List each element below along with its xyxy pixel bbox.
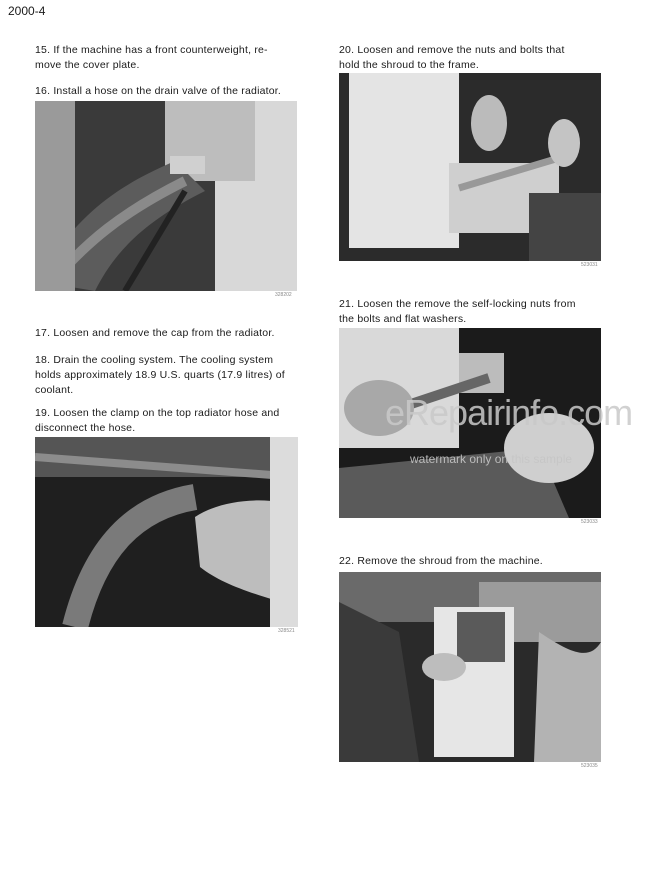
step-19-text: 19. Loosen the clamp on the top radiator hose and disconnect the hose. bbox=[35, 407, 280, 434]
photo-shroud-removal bbox=[339, 572, 601, 762]
photo-22-code: 523035 bbox=[581, 763, 598, 769]
photo-shroud-frame-bolts bbox=[339, 73, 601, 261]
photo-20-code: 523031 bbox=[581, 262, 598, 268]
step-22-text: 22. Remove the shroud from the machine. bbox=[339, 555, 543, 567]
page-number: 2000-4 bbox=[8, 4, 46, 18]
step-20-text: 20. Loosen and remove the nuts and bolts that hold the shroud to the frame. bbox=[339, 44, 565, 71]
photo-19-code: 328521 bbox=[278, 628, 295, 634]
step-18-text: 18. Drain the cooling system. The cooling system holds approximately 18.9 U.S. quarts (17.9 litres) of coolant. bbox=[35, 354, 285, 396]
step-16-text: 16. Install a hose on the drain valve of the radiator. bbox=[35, 85, 282, 97]
photo-21-code: 523033 bbox=[581, 519, 598, 525]
step-21-text: 21. Loosen the remove the self-locking nuts from the bolts and flat washers. bbox=[339, 298, 576, 325]
photo-16-code: 328202 bbox=[275, 292, 292, 298]
step-15-text: 15. If the machine has a front counterweight, re- move the cover plate. bbox=[35, 44, 268, 71]
watermark-logo: eRepairinfo.com bbox=[385, 392, 633, 433]
photo-radiator-hose-clamp bbox=[35, 437, 298, 627]
step-17-text: 17. Loosen and remove the cap from the radiator. bbox=[35, 327, 275, 339]
photo-radiator-drain-hose bbox=[35, 101, 297, 291]
watermark-note: watermark only on this sample bbox=[410, 452, 573, 466]
